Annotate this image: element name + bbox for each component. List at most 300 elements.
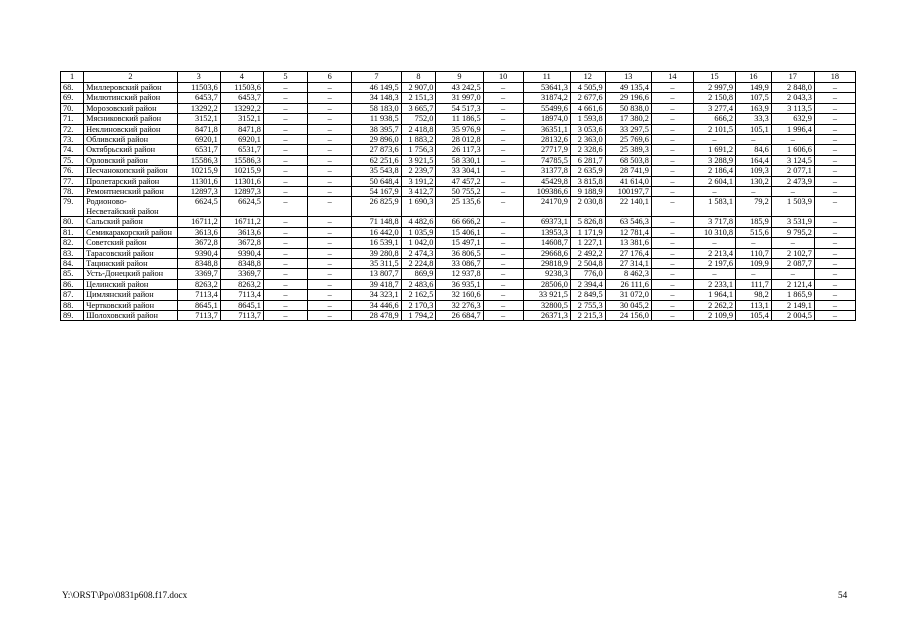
- value-cell-c5: –: [263, 176, 307, 186]
- value-cell-c7: 34 323,1: [352, 290, 401, 300]
- value-cell-c7: 35 543,8: [352, 166, 401, 176]
- value-cell-c13: 24 156,0: [605, 310, 651, 320]
- column-number-cell: 14: [651, 72, 693, 83]
- value-cell-c12: 2 492,2: [570, 248, 605, 258]
- district-name-cell: Тацинский район: [84, 258, 178, 268]
- value-cell-c3: 3369,7: [177, 269, 220, 279]
- value-cell-c5: –: [263, 269, 307, 279]
- value-cell-c4: 6531,7: [220, 145, 263, 155]
- value-cell-c7: 28 478,9: [352, 310, 401, 320]
- value-cell-c15: –: [693, 135, 735, 145]
- value-cell-c16: 111,7: [736, 279, 772, 289]
- district-name-cell: Целинский район: [84, 279, 178, 289]
- value-cell-c10: –: [483, 310, 523, 320]
- value-cell-c12: 3 815,8: [570, 176, 605, 186]
- value-cell-c16: 109,3: [736, 166, 772, 176]
- value-cell-c14: –: [651, 83, 693, 93]
- district-name-cell: Неклиновский район: [84, 124, 178, 134]
- value-cell-c13: 29 196,6: [605, 93, 651, 103]
- value-cell-c12: 2 677,6: [570, 93, 605, 103]
- value-cell-c17: 2 473,9: [771, 176, 814, 186]
- value-cell-c16: –: [736, 135, 772, 145]
- row-number-cell: 81.: [61, 227, 84, 237]
- value-cell-c10: –: [483, 166, 523, 176]
- value-cell-c16: 164,4: [736, 155, 772, 165]
- value-cell-c12: 4 661,6: [570, 103, 605, 113]
- value-cell-c16: 149,9: [736, 83, 772, 93]
- value-cell-c10: –: [483, 176, 523, 186]
- column-number-cell: 11: [523, 72, 570, 83]
- value-cell-c8: 2 162,5: [401, 290, 436, 300]
- value-cell-c4: 11301,6: [220, 176, 263, 186]
- value-cell-c13: 41 614,0: [605, 176, 651, 186]
- column-number-cell: 3: [177, 72, 220, 83]
- value-cell-c10: –: [483, 290, 523, 300]
- value-cell-c18: –: [814, 135, 855, 145]
- value-cell-c14: –: [651, 93, 693, 103]
- value-cell-c11: 26371,3: [523, 310, 570, 320]
- value-cell-c7: 54 167,9: [352, 187, 401, 197]
- value-cell-c13: 49 135,4: [605, 83, 651, 93]
- column-number-cell: 12: [570, 72, 605, 83]
- value-cell-c13: 100197,7: [605, 187, 651, 197]
- value-cell-c7: 27 873,6: [352, 145, 401, 155]
- value-cell-c9: 47 457,2: [436, 176, 483, 186]
- row-number-cell: 78.: [61, 187, 84, 197]
- value-cell-c6: –: [308, 93, 352, 103]
- value-cell-c16: 113,1: [736, 300, 772, 310]
- row-number-cell: 87.: [61, 290, 84, 300]
- table-row: [61, 197, 856, 217]
- value-cell-c16: 185,9: [736, 217, 772, 227]
- value-cell-c4: 16711,2: [220, 217, 263, 227]
- value-cell-c3: 7113,4: [177, 290, 220, 300]
- value-cell-c3: 15586,3: [177, 155, 220, 165]
- value-cell-c15: 10 310,8: [693, 227, 735, 237]
- table-row: [61, 269, 856, 279]
- value-cell-c14: –: [651, 197, 693, 217]
- value-cell-c4: 7113,4: [220, 290, 263, 300]
- value-cell-c15: 2 197,6: [693, 258, 735, 268]
- value-cell-c13: 68 503,8: [605, 155, 651, 165]
- value-cell-c9: 15 497,1: [436, 238, 483, 248]
- value-cell-c12: 4 505,9: [570, 83, 605, 93]
- value-cell-c12: 9 188,9: [570, 187, 605, 197]
- value-cell-c17: 1 503,9: [771, 197, 814, 217]
- value-cell-c16: 515,6: [736, 227, 772, 237]
- value-cell-c8: 2 170,3: [401, 300, 436, 310]
- value-cell-c17: 2 087,7: [771, 258, 814, 268]
- value-cell-c17: 9 795,2: [771, 227, 814, 237]
- value-cell-c16: 110,7: [736, 248, 772, 258]
- value-cell-c14: –: [651, 248, 693, 258]
- value-cell-c4: 6920,1: [220, 135, 263, 145]
- value-cell-c17: 2 102,7: [771, 248, 814, 258]
- value-cell-c8: 1 690,3: [401, 197, 436, 217]
- value-cell-c5: –: [263, 238, 307, 248]
- row-number-cell: 74.: [61, 145, 84, 155]
- column-number-cell: 13: [605, 72, 651, 83]
- value-cell-c10: –: [483, 135, 523, 145]
- row-number-cell: 82.: [61, 238, 84, 248]
- value-cell-c11: 9238,3: [523, 269, 570, 279]
- row-number-cell: 80.: [61, 217, 84, 227]
- value-cell-c4: 8645,1: [220, 300, 263, 310]
- value-cell-c18: –: [814, 83, 855, 93]
- value-cell-c12: 2 394,4: [570, 279, 605, 289]
- value-cell-c13: 8 462,3: [605, 269, 651, 279]
- value-cell-c5: –: [263, 114, 307, 124]
- value-cell-c10: –: [483, 83, 523, 93]
- value-cell-c10: –: [483, 217, 523, 227]
- value-cell-c18: –: [814, 166, 855, 176]
- value-cell-c14: –: [651, 187, 693, 197]
- value-cell-c8: 4 482,6: [401, 217, 436, 227]
- value-cell-c11: 13953,3: [523, 227, 570, 237]
- value-cell-c8: 2 474,3: [401, 248, 436, 258]
- value-cell-c18: –: [814, 300, 855, 310]
- value-cell-c6: –: [308, 187, 352, 197]
- value-cell-c3: 6453,7: [177, 93, 220, 103]
- header-row: [61, 72, 856, 83]
- value-cell-c12: 2 030,8: [570, 197, 605, 217]
- value-cell-c12: 2 504,8: [570, 258, 605, 268]
- value-cell-c14: –: [651, 269, 693, 279]
- value-cell-c12: 1 593,8: [570, 114, 605, 124]
- value-cell-c11: 29668,6: [523, 248, 570, 258]
- value-cell-c14: –: [651, 155, 693, 165]
- value-cell-c6: –: [308, 83, 352, 93]
- row-number-cell: 85.: [61, 269, 84, 279]
- value-cell-c15: –: [693, 269, 735, 279]
- table-body: [61, 72, 856, 321]
- value-cell-c11: 74785,5: [523, 155, 570, 165]
- value-cell-c14: –: [651, 166, 693, 176]
- value-cell-c15: 2 186,4: [693, 166, 735, 176]
- value-cell-c9: 32 160,6: [436, 290, 483, 300]
- value-cell-c11: 33 921,5: [523, 290, 570, 300]
- value-cell-c6: –: [308, 279, 352, 289]
- value-cell-c5: –: [263, 103, 307, 113]
- table-row: [61, 238, 856, 248]
- value-cell-c7: 35 311,5: [352, 258, 401, 268]
- value-cell-c14: –: [651, 238, 693, 248]
- column-number-cell: 16: [736, 72, 772, 83]
- value-cell-c7: 62 251,6: [352, 155, 401, 165]
- value-cell-c8: 3 665,7: [401, 103, 436, 113]
- value-cell-c18: –: [814, 124, 855, 134]
- value-cell-c3: 7113,7: [177, 310, 220, 320]
- table-row: [61, 279, 856, 289]
- value-cell-c3: 3613,6: [177, 227, 220, 237]
- value-cell-c8: 3 412,7: [401, 187, 436, 197]
- value-cell-c12: 2 215,3: [570, 310, 605, 320]
- table-row: [61, 155, 856, 165]
- value-cell-c17: –: [771, 135, 814, 145]
- value-cell-c16: 84,6: [736, 145, 772, 155]
- value-cell-c17: 2 043,3: [771, 93, 814, 103]
- district-name-cell: Пролетарский район: [84, 176, 178, 186]
- value-cell-c8: 3 191,2: [401, 176, 436, 186]
- value-cell-c15: 3 717,8: [693, 217, 735, 227]
- value-cell-c6: –: [308, 258, 352, 268]
- value-cell-c15: 2 109,9: [693, 310, 735, 320]
- value-cell-c3: 8471,8: [177, 124, 220, 134]
- district-name-cell: Мясниковский район: [84, 114, 178, 124]
- value-cell-c4: 6453,7: [220, 93, 263, 103]
- value-cell-c5: –: [263, 310, 307, 320]
- district-name-cell: Песчанокопский район: [84, 166, 178, 176]
- value-cell-c7: 34 446,6: [352, 300, 401, 310]
- value-cell-c10: –: [483, 114, 523, 124]
- value-cell-c3: 12897,3: [177, 187, 220, 197]
- value-cell-c10: –: [483, 279, 523, 289]
- row-number-cell: 68.: [61, 83, 84, 93]
- value-cell-c12: 1 171,9: [570, 227, 605, 237]
- value-cell-c9: 58 330,1: [436, 155, 483, 165]
- value-cell-c10: –: [483, 155, 523, 165]
- value-cell-c12: 2 635,9: [570, 166, 605, 176]
- value-cell-c14: –: [651, 258, 693, 268]
- value-cell-c4: 3152,1: [220, 114, 263, 124]
- value-cell-c12: 6 281,7: [570, 155, 605, 165]
- value-cell-c8: 2 224,8: [401, 258, 436, 268]
- district-name-cell: Миллеровский район: [84, 83, 178, 93]
- value-cell-c11: 18974,0: [523, 114, 570, 124]
- value-cell-c5: –: [263, 279, 307, 289]
- district-name-cell: Советский район: [84, 238, 178, 248]
- value-cell-c9: 36 935,1: [436, 279, 483, 289]
- value-cell-c16: 105,1: [736, 124, 772, 134]
- value-cell-c8: 1 794,2: [401, 310, 436, 320]
- column-number-cell: 1: [61, 72, 84, 83]
- value-cell-c13: 31 072,0: [605, 290, 651, 300]
- value-cell-c16: –: [736, 187, 772, 197]
- value-cell-c4: 3672,8: [220, 238, 263, 248]
- value-cell-c6: –: [308, 290, 352, 300]
- value-cell-c13: 25 769,6: [605, 135, 651, 145]
- value-cell-c9: 12 937,8: [436, 269, 483, 279]
- value-cell-c11: 28506,0: [523, 279, 570, 289]
- value-cell-c15: 2 213,4: [693, 248, 735, 258]
- value-cell-c14: –: [651, 135, 693, 145]
- value-cell-c11: 24170,9: [523, 197, 570, 217]
- row-number-cell: 69.: [61, 93, 84, 103]
- value-cell-c5: –: [263, 93, 307, 103]
- value-cell-c11: 109386,6: [523, 187, 570, 197]
- value-cell-c15: –: [693, 238, 735, 248]
- table-row: [61, 93, 856, 103]
- value-cell-c18: –: [814, 258, 855, 268]
- value-cell-c7: 29 896,0: [352, 135, 401, 145]
- value-cell-c4: 6624,5: [220, 197, 263, 217]
- value-cell-c5: –: [263, 248, 307, 258]
- column-number-cell: 10: [483, 72, 523, 83]
- value-cell-c6: –: [308, 103, 352, 113]
- value-cell-c12: 3 053,6: [570, 124, 605, 134]
- value-cell-c7: 26 825,9: [352, 197, 401, 217]
- column-number-cell: 2: [84, 72, 178, 83]
- table-row: [61, 258, 856, 268]
- value-cell-c14: –: [651, 103, 693, 113]
- table-row: [61, 300, 856, 310]
- value-cell-c17: –: [771, 187, 814, 197]
- value-cell-c6: –: [308, 135, 352, 145]
- table-row: [61, 135, 856, 145]
- district-name-cell: Чертковский район: [84, 300, 178, 310]
- table-row: [61, 290, 856, 300]
- table-row: [61, 145, 856, 155]
- page-number: 54: [838, 590, 848, 600]
- value-cell-c7: 71 148,8: [352, 217, 401, 227]
- value-cell-c18: –: [814, 227, 855, 237]
- value-cell-c15: 2 150,8: [693, 93, 735, 103]
- value-cell-c13: 28 741,9: [605, 166, 651, 176]
- value-cell-c18: –: [814, 279, 855, 289]
- value-cell-c3: 13292,2: [177, 103, 220, 113]
- value-cell-c12: 5 826,8: [570, 217, 605, 227]
- value-cell-c4: 12897,3: [220, 187, 263, 197]
- value-cell-c13: 30 045,2: [605, 300, 651, 310]
- value-cell-c10: –: [483, 248, 523, 258]
- table-row: [61, 83, 856, 93]
- district-name-cell: Тарасовский район: [84, 248, 178, 258]
- value-cell-c11: 45429,8: [523, 176, 570, 186]
- value-cell-c14: –: [651, 310, 693, 320]
- value-cell-c10: –: [483, 124, 523, 134]
- value-cell-c7: 11 938,5: [352, 114, 401, 124]
- value-cell-c7: 38 395,7: [352, 124, 401, 134]
- value-cell-c17: 632,9: [771, 114, 814, 124]
- district-name-cell: Орловский район: [84, 155, 178, 165]
- value-cell-c15: 2 101,5: [693, 124, 735, 134]
- value-cell-c12: 2 328,6: [570, 145, 605, 155]
- value-cell-c7: 16 442,0: [352, 227, 401, 237]
- value-cell-c16: 98,2: [736, 290, 772, 300]
- value-cell-c13: 25 389,3: [605, 145, 651, 155]
- value-cell-c18: –: [814, 187, 855, 197]
- value-cell-c17: 1 996,4: [771, 124, 814, 134]
- value-cell-c16: 109,9: [736, 258, 772, 268]
- value-cell-c5: –: [263, 187, 307, 197]
- value-cell-c15: 2 604,1: [693, 176, 735, 186]
- value-cell-c6: –: [308, 227, 352, 237]
- row-number-cell: 76.: [61, 166, 84, 176]
- district-name-cell: Морозовский район: [84, 103, 178, 113]
- value-cell-c3: 8263,2: [177, 279, 220, 289]
- value-cell-c10: –: [483, 269, 523, 279]
- column-number-cell: 5: [263, 72, 307, 83]
- value-cell-c11: 29818,9: [523, 258, 570, 268]
- value-cell-c11: 27717,9: [523, 145, 570, 155]
- value-cell-c10: –: [483, 300, 523, 310]
- value-cell-c5: –: [263, 155, 307, 165]
- value-cell-c3: 3672,8: [177, 238, 220, 248]
- value-cell-c18: –: [814, 155, 855, 165]
- budget-table: [60, 71, 856, 321]
- row-number-cell: 73.: [61, 135, 84, 145]
- value-cell-c15: 1 583,1: [693, 197, 735, 217]
- value-cell-c8: 2 418,8: [401, 124, 436, 134]
- value-cell-c9: 32 276,3: [436, 300, 483, 310]
- value-cell-c17: 2 121,4: [771, 279, 814, 289]
- value-cell-c13: 27 314,1: [605, 258, 651, 268]
- column-number-cell: 17: [771, 72, 814, 83]
- value-cell-c7: 58 183,0: [352, 103, 401, 113]
- value-cell-c13: 12 781,4: [605, 227, 651, 237]
- value-cell-c17: 2 149,1: [771, 300, 814, 310]
- value-cell-c6: –: [308, 217, 352, 227]
- value-cell-c9: 50 755,2: [436, 187, 483, 197]
- value-cell-c17: 2 848,0: [771, 83, 814, 93]
- value-cell-c6: –: [308, 166, 352, 176]
- value-cell-c4: 9390,4: [220, 248, 263, 258]
- value-cell-c5: –: [263, 290, 307, 300]
- value-cell-c10: –: [483, 145, 523, 155]
- table-row: [61, 310, 856, 320]
- value-cell-c18: –: [814, 217, 855, 227]
- value-cell-c13: 17 380,2: [605, 114, 651, 124]
- value-cell-c5: –: [263, 83, 307, 93]
- value-cell-c6: –: [308, 269, 352, 279]
- value-cell-c12: 1 227,1: [570, 238, 605, 248]
- value-cell-c8: 752,0: [401, 114, 436, 124]
- row-number-cell: 75.: [61, 155, 84, 165]
- value-cell-c10: –: [483, 197, 523, 217]
- value-cell-c9: 11 186,5: [436, 114, 483, 124]
- value-cell-c15: 2 262,2: [693, 300, 735, 310]
- value-cell-c3: 6624,5: [177, 197, 220, 217]
- value-cell-c10: –: [483, 258, 523, 268]
- column-number-cell: 7: [352, 72, 401, 83]
- column-number-cell: 15: [693, 72, 735, 83]
- value-cell-c14: –: [651, 124, 693, 134]
- value-cell-c6: –: [308, 145, 352, 155]
- value-cell-c17: 1 606,6: [771, 145, 814, 155]
- value-cell-c11: 14608,7: [523, 238, 570, 248]
- value-cell-c9: 28 012,8: [436, 135, 483, 145]
- row-number-cell: 70.: [61, 103, 84, 113]
- value-cell-c7: 50 648,4: [352, 176, 401, 186]
- value-cell-c15: 3 288,9: [693, 155, 735, 165]
- value-cell-c13: 50 838,0: [605, 103, 651, 113]
- value-cell-c18: –: [814, 269, 855, 279]
- value-cell-c9: 35 976,9: [436, 124, 483, 134]
- district-name-cell: Сальский район: [84, 217, 178, 227]
- value-cell-c15: –: [693, 187, 735, 197]
- value-cell-c17: 3 531,9: [771, 217, 814, 227]
- value-cell-c10: –: [483, 103, 523, 113]
- value-cell-c14: –: [651, 217, 693, 227]
- district-name-cell: Октябрьский район: [84, 145, 178, 155]
- value-cell-c5: –: [263, 258, 307, 268]
- value-cell-c3: 8348,8: [177, 258, 220, 268]
- value-cell-c15: 1 691,2: [693, 145, 735, 155]
- value-cell-c9: 33 304,1: [436, 166, 483, 176]
- value-cell-c3: 10215,9: [177, 166, 220, 176]
- value-cell-c3: 11301,6: [177, 176, 220, 186]
- value-cell-c12: 2 755,3: [570, 300, 605, 310]
- value-cell-c4: 8348,8: [220, 258, 263, 268]
- value-cell-c3: 9390,4: [177, 248, 220, 258]
- value-cell-c13: 33 297,5: [605, 124, 651, 134]
- value-cell-c5: –: [263, 166, 307, 176]
- row-number-cell: 77.: [61, 176, 84, 186]
- table-row: [61, 176, 856, 186]
- district-name-cell: Шолоховский район: [84, 310, 178, 320]
- value-cell-c17: –: [771, 269, 814, 279]
- value-cell-c16: 163,9: [736, 103, 772, 113]
